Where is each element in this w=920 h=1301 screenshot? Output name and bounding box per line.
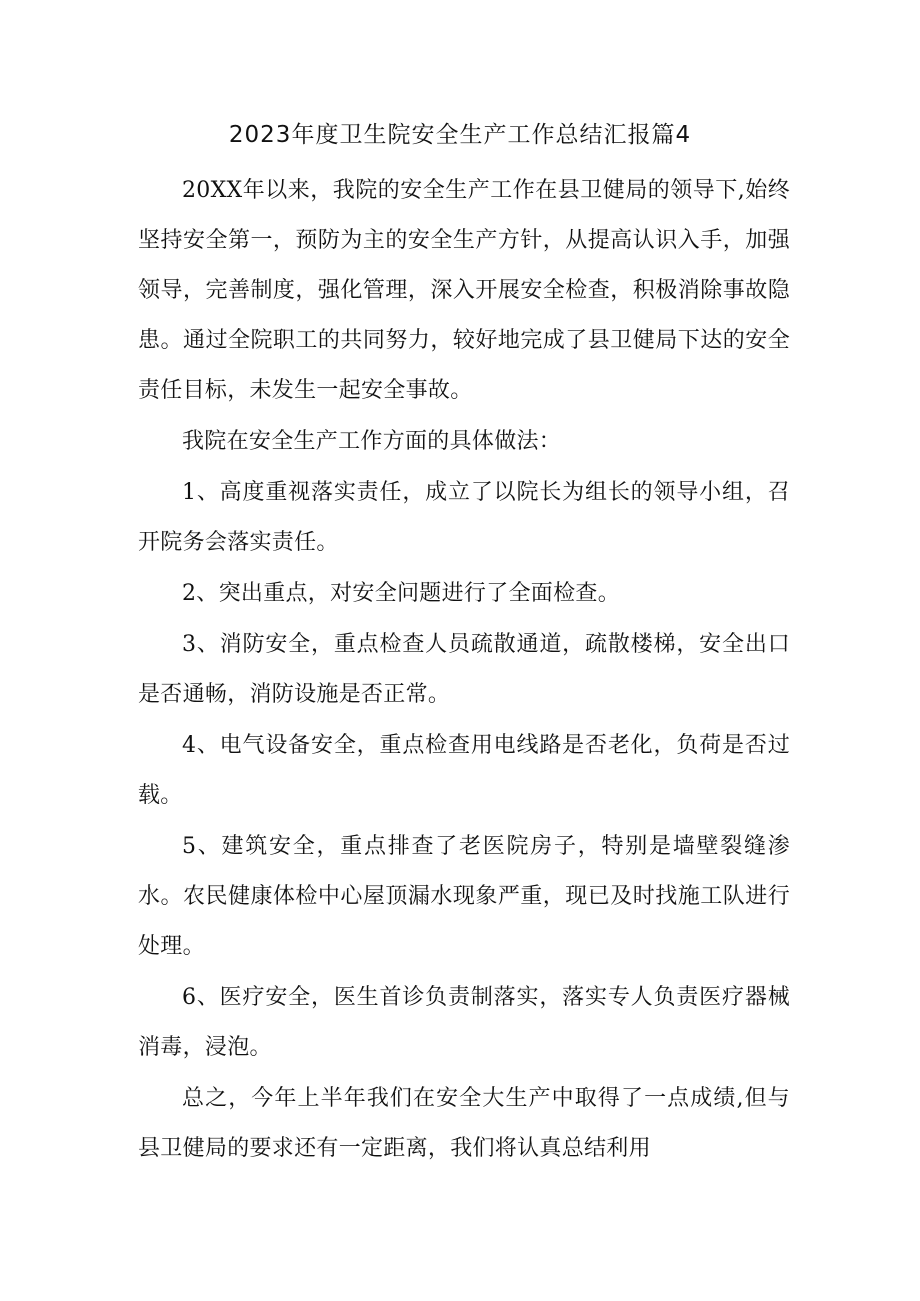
document-title: 2023年度卫生院安全生产工作总结汇报篇4	[228, 122, 692, 148]
paragraph-methods-heading: 我院在安全生产工作方面的具体做法：	[182, 429, 562, 454]
paragraph-item-1: 1、高度重视落实责任，成立了以院长为组长的领导小组，召开院务会落实责任。	[138, 480, 790, 555]
paragraph-item-3: 3、消防安全，重点检查人员疏散通道，疏散楼梯，安全出口是否通畅，消防设施是否正常。	[138, 632, 790, 707]
paragraph-intro: 20XX年以来，我院的安全生产工作在县卫健局的领导下,始终坚持安全第一，预防为主的安全生产方针，从提高认识入手，加强领导，完善制度，强化管理，深入开展安全检查，积极消除事故隐患。通过全院职工的共同努力，较好地完成了县卫健局下达的安全责任目标，未发生一起安全事故。	[138, 178, 790, 403]
paragraph-item-5: 5、建筑安全，重点排查了老医院房子，特别是墙壁裂缝渗水。农民健康体检中心屋顶漏水现象严重，现已及时找施工队进行处理。	[138, 834, 790, 959]
paragraph-summary: 总之，今年上半年我们在安全大生产中取得了一点成绩,但与县卫健局的要求还有一定距离，我们将认真总结利用	[138, 1086, 790, 1161]
paragraph-item-2: 2、突出重点，对安全问题进行了全面检查。	[182, 581, 620, 606]
document-body	[138, 166, 790, 1174]
paragraph-item-4: 4、电气设备安全，重点检查用电线路是否老化，负荷是否过载。	[138, 733, 790, 808]
paragraph-item-6: 6、医疗安全，医生首诊负责制落实，落实专人负责医疗器械消毒，浸泡。	[138, 985, 790, 1060]
